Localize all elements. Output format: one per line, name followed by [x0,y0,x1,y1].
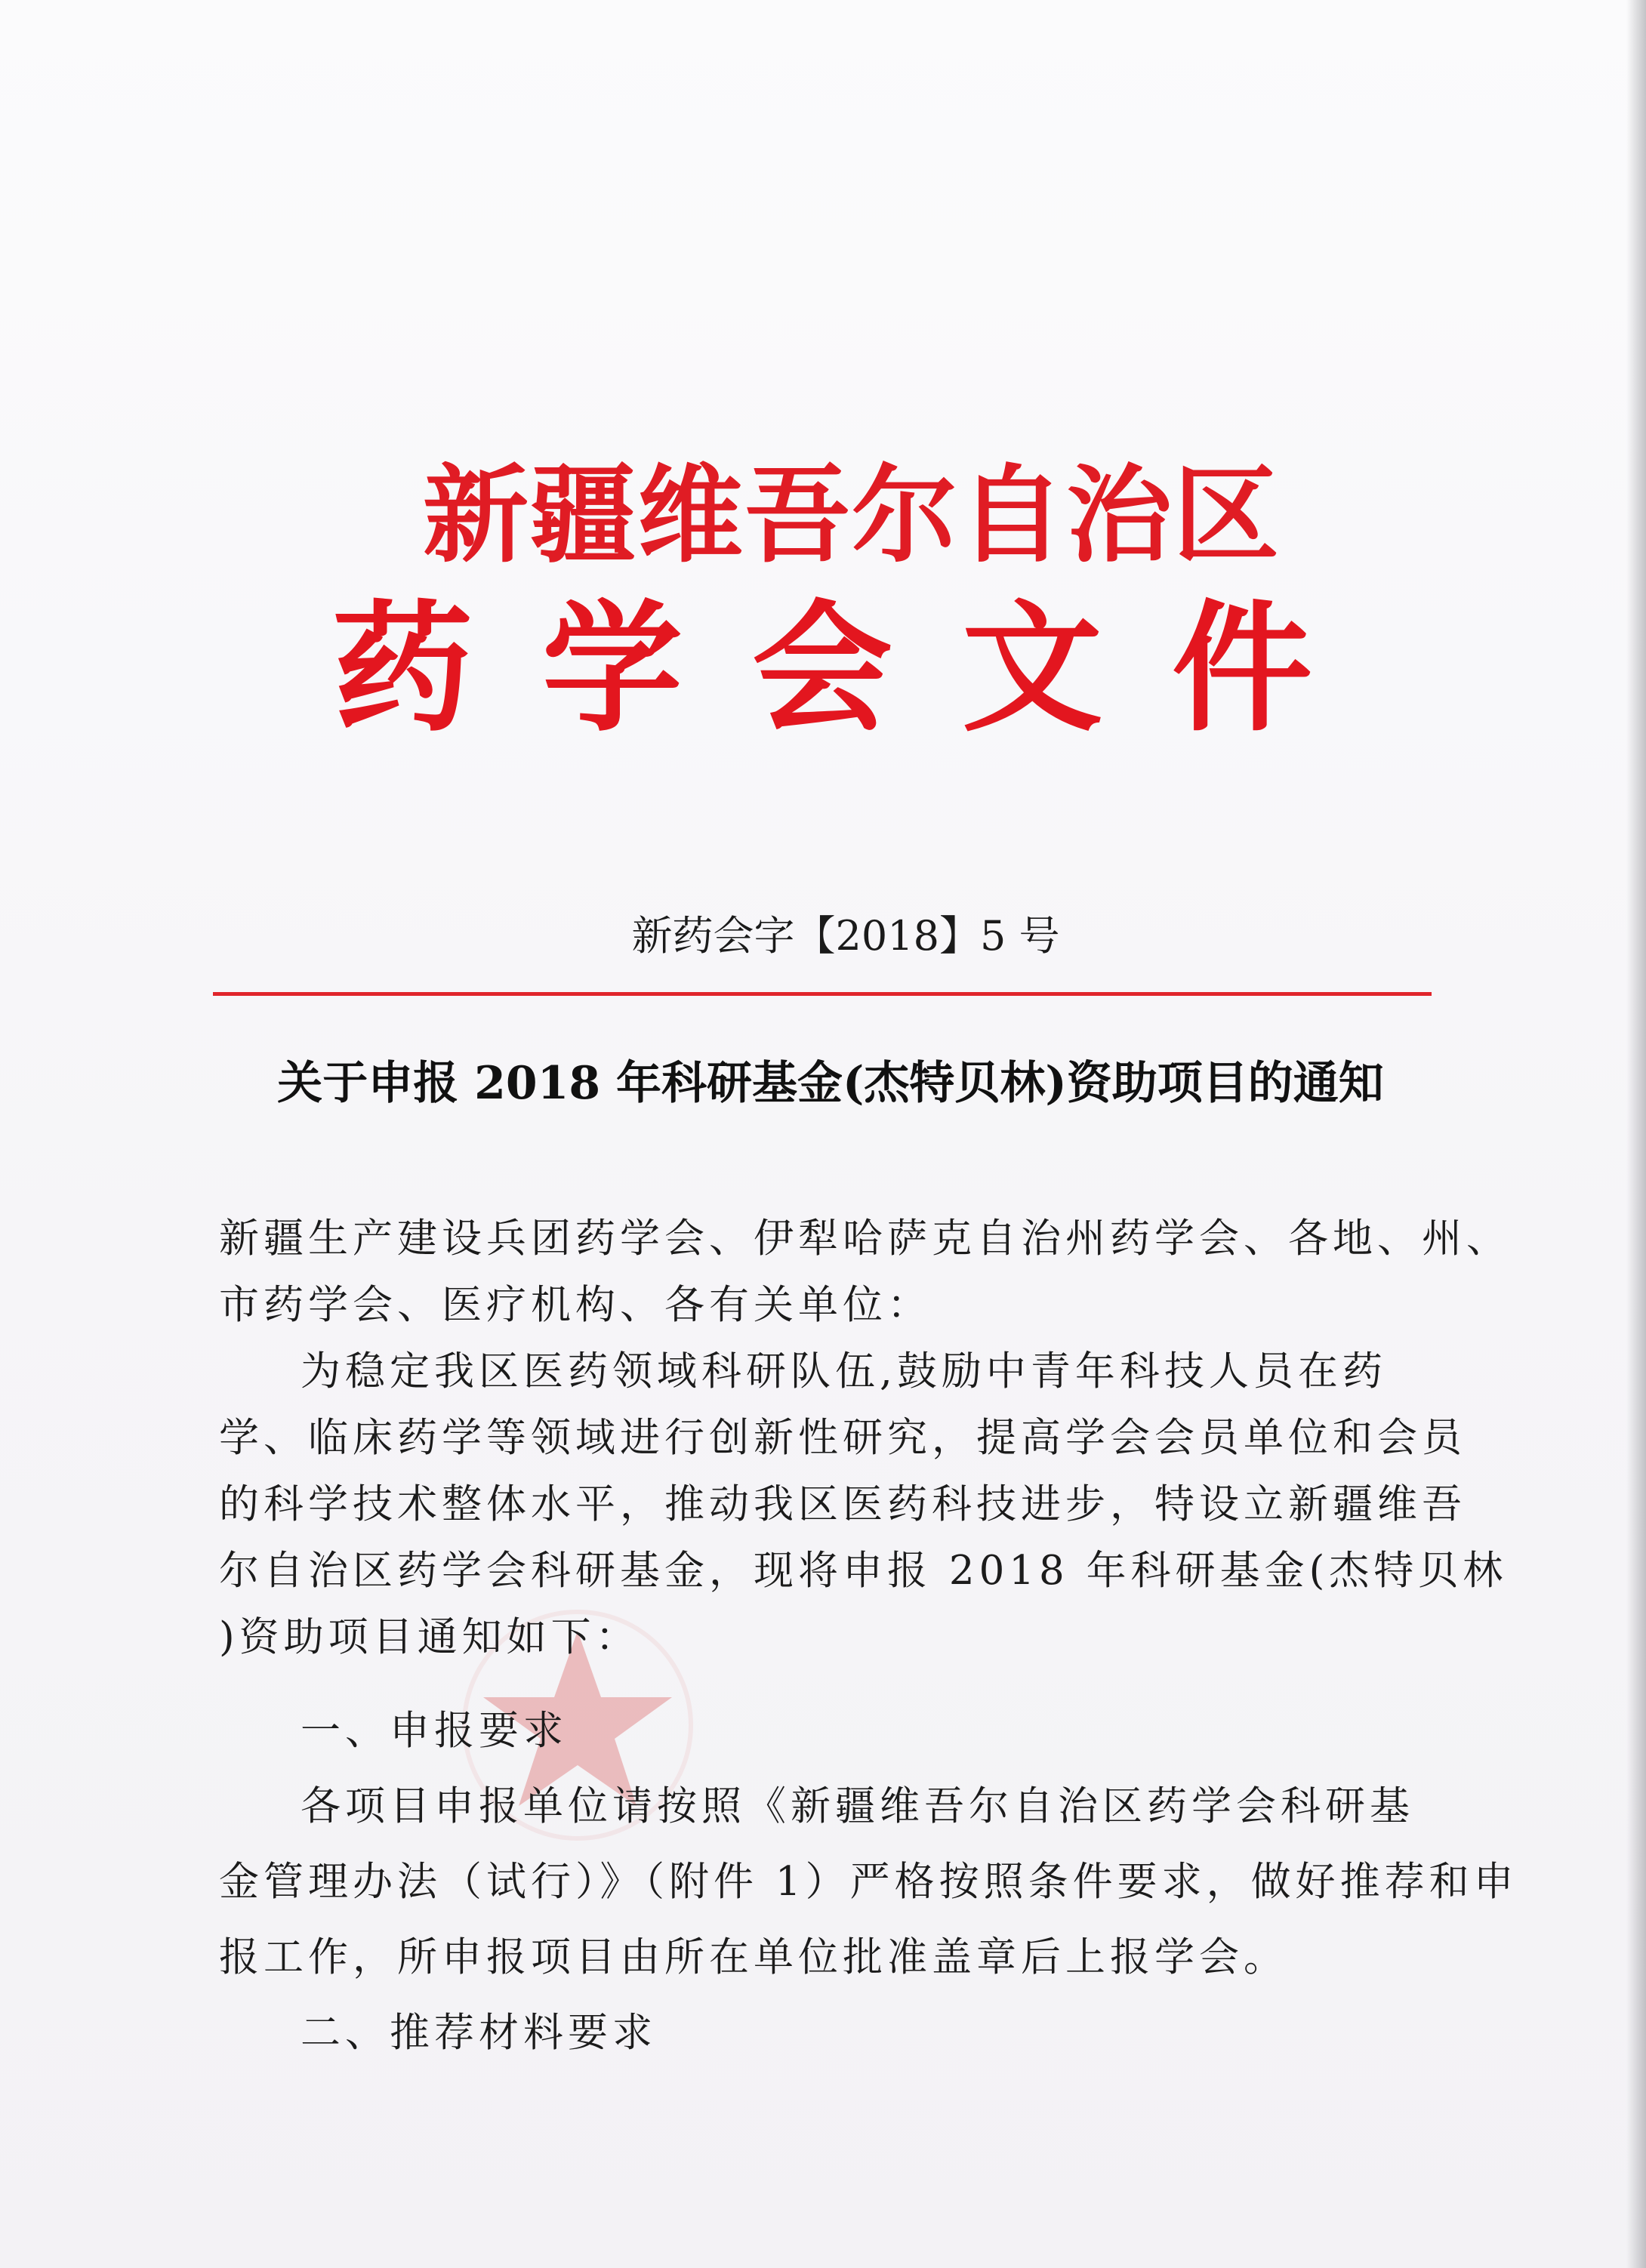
section1-line: 各项目申报单位请按照《新疆维吾尔自治区药学会科研基 [301,1783,1414,1829]
section1-line: 金管理办法（试行）》（附件 1）严格按照条件要求，做好推荐和申 [219,1859,1518,1905]
recipients-line: 新疆生产建设兵团药学会、伊犁哈萨克自治州药学会、各地、州、 [219,1216,1511,1262]
document-number: 新药会字【2018】5 号 [631,912,1060,960]
issuer-name: 新疆维吾尔自治区 [423,454,1281,578]
intro-line: 的科学技术整体水平，推动我区医药科技进步，特设立新疆维吾 [219,1481,1466,1527]
section-heading: 二、推荐材料要求 [301,2010,657,2056]
intro-line: 为稳定我区医药领域科研队伍,鼓励中青年科技人员在药 [301,1348,1387,1394]
intro-line: 尔自治区药学会科研基金，现将申报 2018 年科研基金(杰特贝林 [219,1548,1508,1594]
intro-line: )资助项目通知如下： [219,1614,640,1660]
document-type-heading: 药学会文件 [332,585,1382,750]
page-edge-shadow [1626,0,1646,2268]
section-heading: 一、申报要求 [301,1708,568,1754]
red-divider-line [213,992,1432,996]
section1-line: 报工作，所申报项目由所在单位批准盖章后上报学会。 [219,1934,1288,1980]
intro-line: 学、临床药学等领域进行创新性研究，提高学会会员单位和会员 [219,1415,1466,1461]
recipients-line: 市药学会、医疗机构、各有关单位： [219,1282,932,1328]
notice-title: 关于申报 2018 年科研基金(杰特贝林)资助项目的通知 [277,1057,1384,1110]
